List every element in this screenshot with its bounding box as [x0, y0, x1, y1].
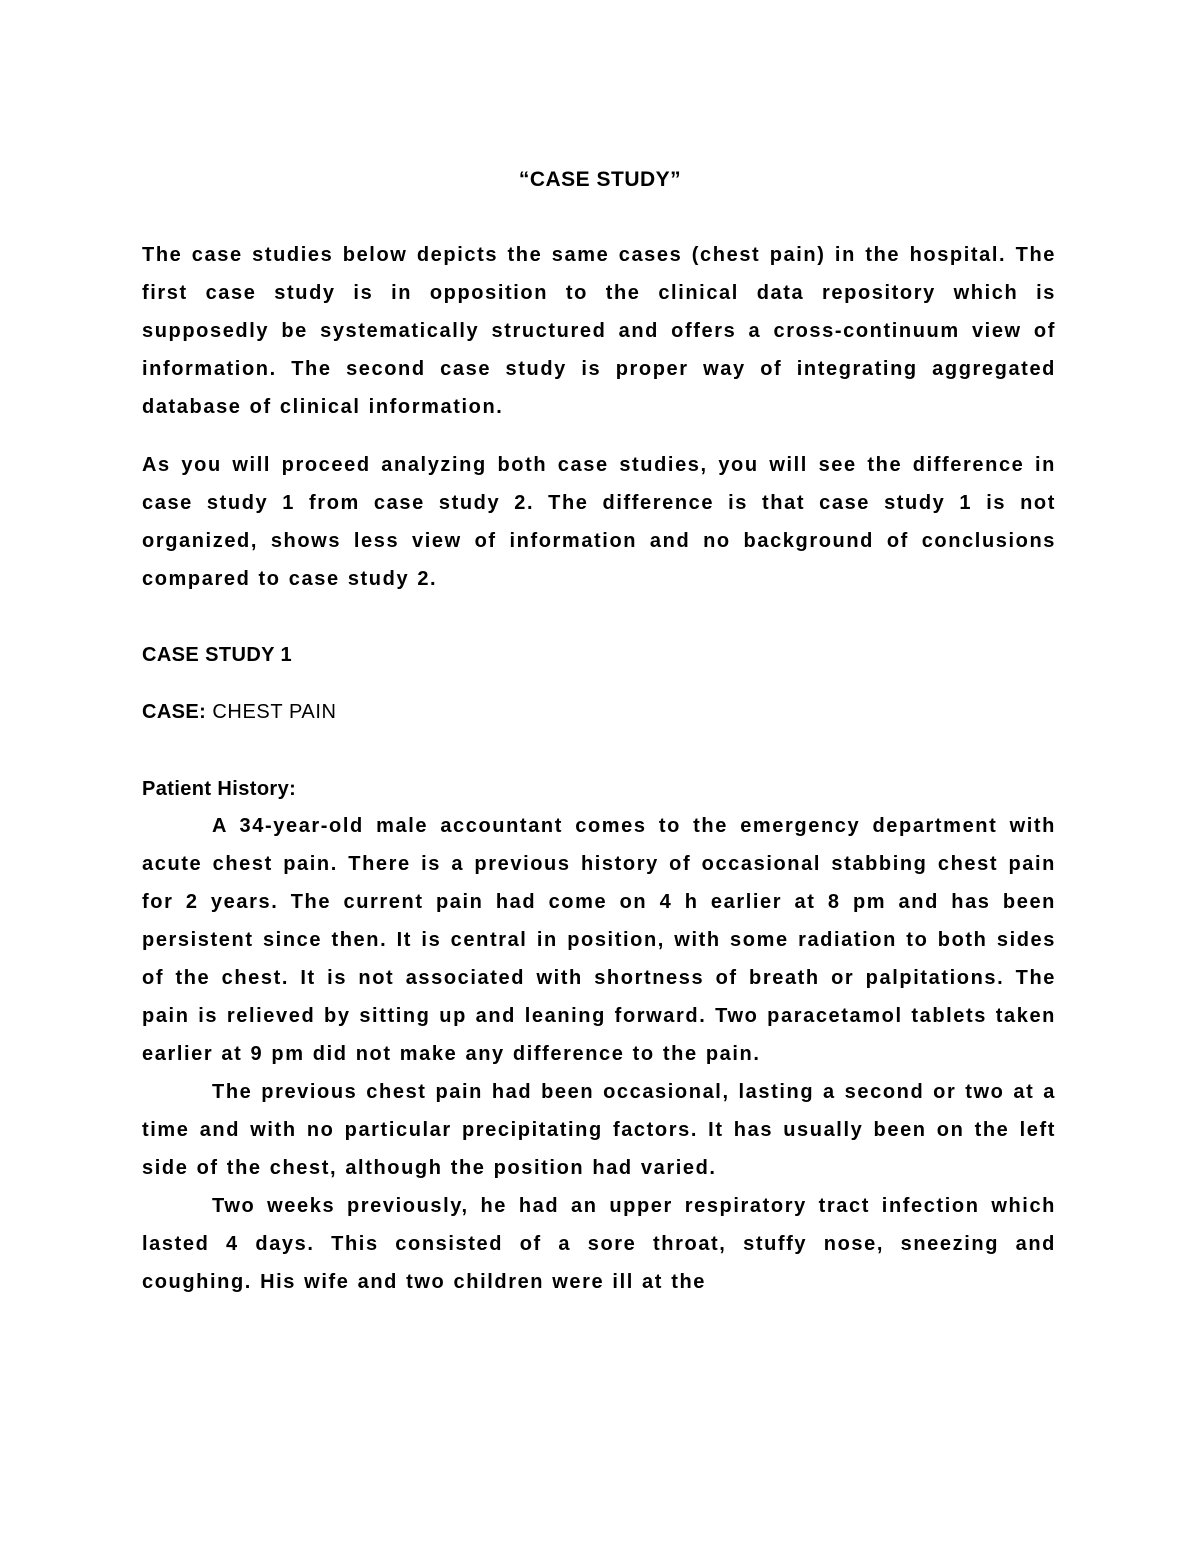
history-paragraph: A 34-year-old male accountant comes to the emergency department with acute chest pain. There is a previous history of occasional stabbing chest pain for 2 years. The current pain had come on 4 h earlier at 8 pm and has been persistent since then. It is central in position, with some radiation to both sides of the chest. It is not associated with shortness of breath or palpitations. The pain is relieved by sitting up and leaning forward. Two paracetamol tablets taken earlier at 9 pm did not make any difference to the pain. [142, 815, 1056, 1065]
intro-paragraph: The case studies below depicts the same cases (chest pain) in the hospital. The first case study is in opposition to the clinical data repository which is supposedly be systematically structured and offers a cross-continuum view of information. The second case study is proper way of integrating aggregated database of clinical information. [142, 244, 1056, 418]
intro-paragraph: As you will proceed analyzing both case studies, you will see the difference in case study 1 from case study 2. The difference is that case study 1 is not organized, shows less view of information and no background of conclusions compared to case study 2. [142, 454, 1056, 590]
history-paragraph: Two weeks previously, he had an upper respiratory tract infection which lasted 4 days. This consisted of a sore throat, stuffy nose, sneezing and coughing. His wife and two children were ill at the [142, 1195, 1056, 1293]
case-label: CASE: [142, 701, 207, 723]
section-heading: CASE STUDY 1 [142, 644, 293, 666]
history-paragraph: The previous chest pain had been occasional, lasting a second or two at a time and with no particular precipitating factors. It has usually been on the left side of the chest, although the position had varied. [142, 1081, 1056, 1179]
case-line [142, 697, 337, 727]
intro-paragraph-2-container [142, 446, 1056, 598]
history-body [142, 807, 1056, 1301]
document-title: “CASE STUDY” [518, 168, 682, 191]
intro-paragraph-1-container [142, 236, 1056, 426]
history-heading: Patient History: [142, 778, 297, 800]
case-value: CHEST PAIN [206, 701, 337, 723]
